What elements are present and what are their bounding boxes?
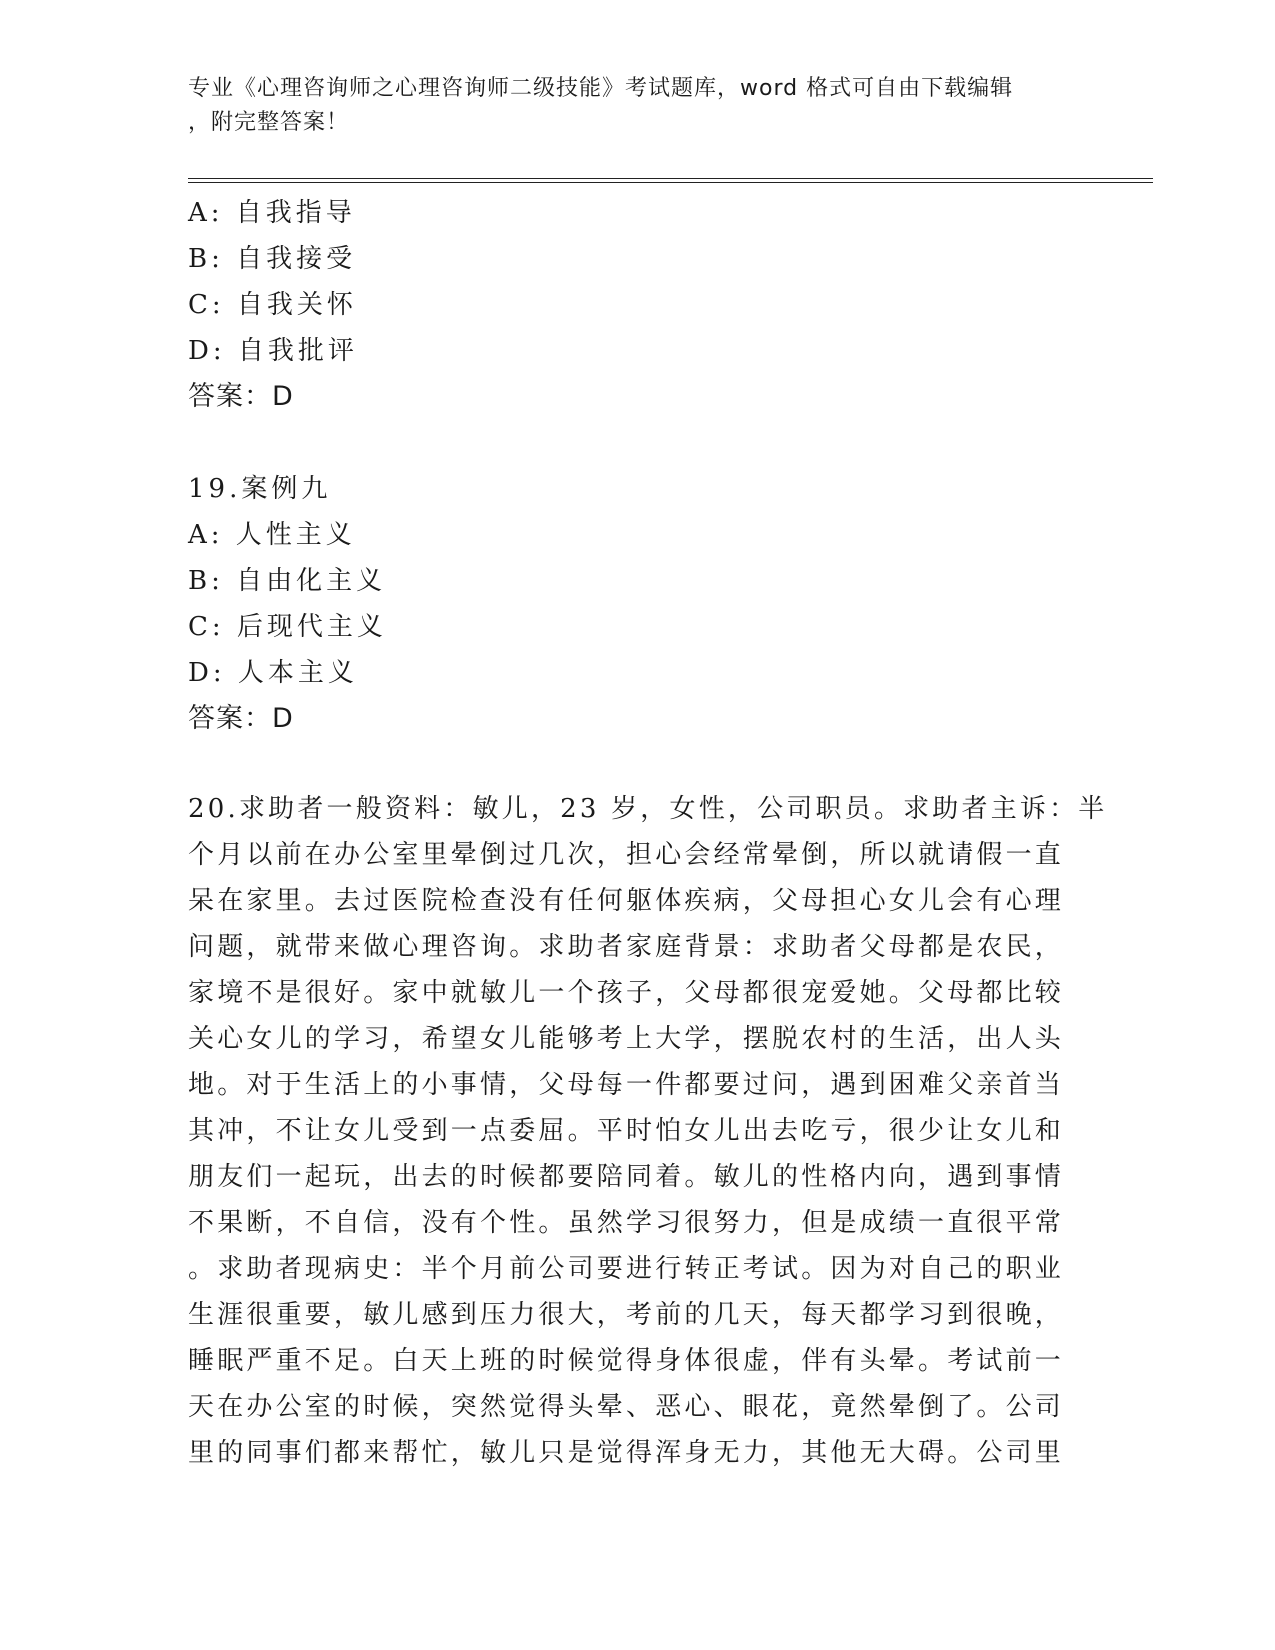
option-a: A: 人性主义 [188, 520, 356, 550]
paragraph-line: 问题，就带来做心理咨询。求助者家庭背景：求助者父母都是农民， [188, 932, 1065, 962]
answer: 答案：D [188, 703, 294, 734]
question-title: 19.案例九 [188, 474, 332, 504]
paragraph-line: 睡眠严重不足。白天上班的时候觉得身体很虚，伴有头晕。考试前一 [188, 1346, 1065, 1376]
option-b: B: 自我接受 [188, 244, 357, 274]
paragraph-line: 呆在家里。去过医院检查没有任何躯体疾病，父母担心女儿会有心理 [188, 886, 1065, 916]
header-line: 专业《心理咨询师之心理咨询师二级技能》考试题库，word 格式可自由下载编辑 [188, 76, 1014, 101]
option-d: D: 自我批评 [188, 336, 358, 366]
answer: 答案：D [188, 381, 294, 412]
paragraph-line: 天在办公室的时候，突然觉得头晕、恶心、眼花，竟然晕倒了。公司 [188, 1392, 1065, 1422]
paragraph-line: 关心女儿的学习，希望女儿能够考上大学，摆脱农村的生活，出人头 [188, 1024, 1065, 1054]
header-divider [188, 178, 1153, 179]
option-b: B: 自由化主义 [188, 566, 387, 596]
question-18 [188, 190, 358, 420]
paragraph-line: 家境不是很好。家中就敏儿一个孩子，父母都很宠爱她。父母都比较 [188, 978, 1065, 1008]
paragraph-line: 生涯很重要，敏儿感到压力很大，考前的几天，每天都学习到很晚， [188, 1300, 1065, 1330]
option-c: C: 自我关怀 [188, 290, 357, 320]
paragraph-line: 其冲，不让女儿受到一点委屈。平时怕女儿出去吃亏，很少让女儿和 [188, 1116, 1065, 1146]
paragraph-line: 。求助者现病史：半个月前公司要进行转正考试。因为对自己的职业 [188, 1254, 1065, 1284]
option-a: A: 自我指导 [188, 198, 356, 228]
paragraph-line: 里的同事们都来帮忙，敏儿只是觉得浑身无力，其他无大碍。公司里 [188, 1438, 1065, 1468]
paragraph-line: 地。对于生活上的小事情，父母每一件都要过问，遇到困难父亲首当 [188, 1070, 1065, 1100]
paragraph-line: 朋友们一起玩，出去的时候都要陪同着。敏儿的性格内向，遇到事情 [188, 1162, 1065, 1192]
option-d: D: 人本主义 [188, 658, 358, 688]
header-divider [188, 182, 1153, 183]
option-c: C: 后现代主义 [188, 612, 387, 642]
question-20 [188, 786, 1108, 1476]
paragraph-line: 20.求助者一般资料：敏儿，23 岁，女性，公司职员。求助者主诉：半 [188, 794, 1108, 824]
document-header [188, 72, 1088, 140]
paragraph-line: 不果断，不自信，没有个性。虽然学习很努力，但是成绩一直很平常 [188, 1208, 1065, 1238]
question-19 [188, 466, 387, 742]
paragraph-line: 个月以前在办公室里晕倒过几次，担心会经常晕倒，所以就请假一直 [188, 840, 1065, 870]
header-line: ，附完整答案！ [188, 110, 350, 135]
